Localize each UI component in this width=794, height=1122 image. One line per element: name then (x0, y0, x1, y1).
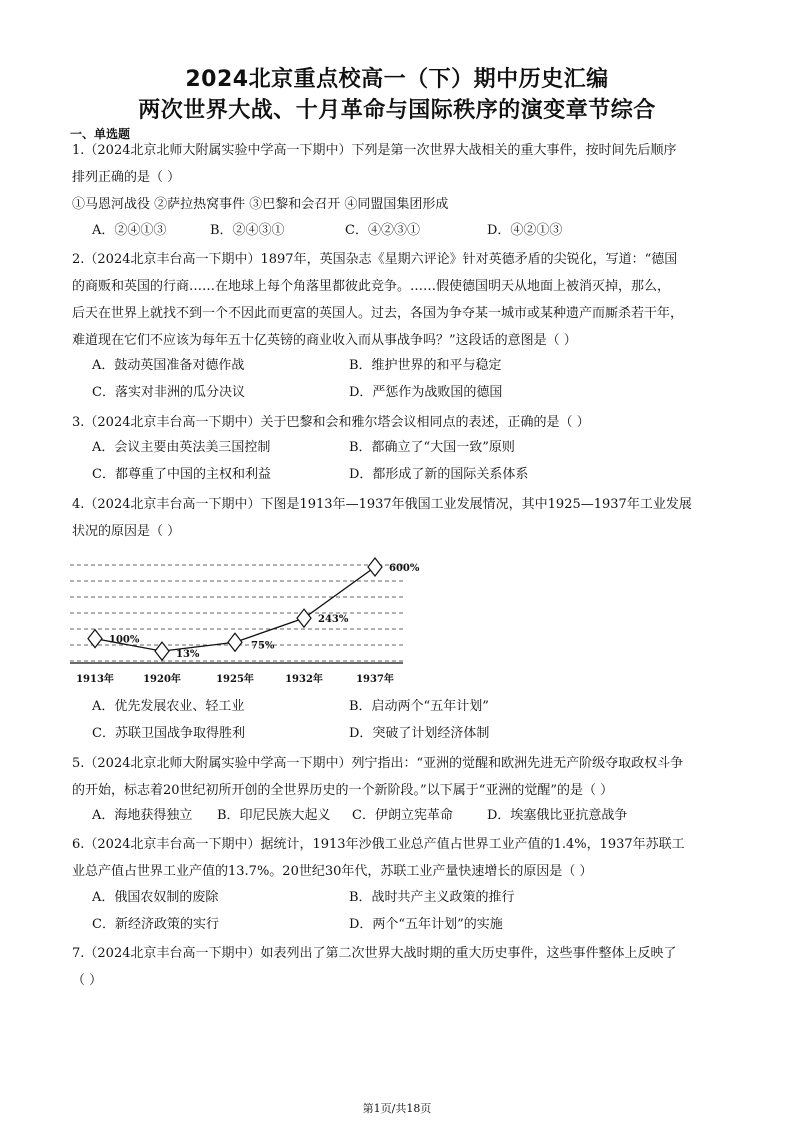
document-subtitle: 两次世界大战、十月革命与国际秩序的演变章节综合 (138, 98, 656, 123)
x-tick-label: 1925年 (216, 674, 254, 685)
question-5-line-1: 5.（2024北京北师大附属实验中学高一下期中）列宁指出：“亚洲的觉醒和欧洲先进无产阶级夺取政权斗争 (72, 756, 684, 771)
data-label: 13% (176, 649, 200, 661)
q4-option-d: D．突破了计划经济体制 (349, 726, 490, 741)
x-tick-label: 1937年 (356, 674, 394, 685)
data-label: 243% (318, 614, 349, 626)
question-7-line-1: 7.（2024北京丰台高一下期中）如表列出了第二次世界大战时期的重大历史事件，这些事件整体上反映了 (72, 946, 677, 961)
question-1-line-1: 1.（2024北京北师大附属实验中学高一下期中）下列是第一次世界大战相关的重大事件，按时间先后顺序 (72, 143, 677, 158)
q6-option-a: A．俄国农奴制的废除 (92, 890, 219, 905)
q3-option-d: D．都形成了新的国际关系体系 (349, 467, 529, 482)
x-tick-label: 1920年 (143, 674, 181, 685)
industry-line-chart (70, 547, 420, 687)
data-point-marker (368, 558, 382, 576)
q1-option-a: A．②④①③ (92, 223, 167, 238)
question-6-line-1: 6.（2024北京丰台高一下期中）据统计，1913年沙俄工业总产值占世界工业产值的1.4%，1937年苏联工 (72, 837, 685, 852)
question-4-line-1: 4.（2024北京丰台高一下期中）下图是1913年—1937年俄国工业发展情况，其中1925—1937年工业发展 (72, 497, 692, 512)
q3-option-b: B．都确立了“大国一致”原则 (349, 440, 515, 455)
q6-option-c: C．新经济政策的实行 (92, 917, 219, 932)
q2-option-a: A．鼓动英国准备对德作战 (92, 358, 245, 373)
document-title: 2024北京重点校高一（下）期中历史汇编 (185, 67, 609, 92)
question-6-line-2: 业总产值占世界工业产值的13.7%。20世纪30年代，苏联工业产量快速增长的原因是（ ） (72, 864, 593, 879)
q1-option-d: D．④②①③ (487, 223, 563, 238)
section-heading: 一、单选题 (70, 127, 131, 141)
x-tick-label: 1913年 (76, 674, 114, 685)
q1-option-b: B．②④③① (210, 223, 285, 238)
question-7-line-2: （ ） (72, 973, 103, 988)
q3-option-c: C．都尊重了中国的主权和利益 (92, 467, 271, 482)
q2-option-c: C．落实对非洲的瓜分决议 (92, 385, 245, 400)
question-2-line-4: 难道现在它们不应该为每年五十亿英镑的商业收入而从事战争吗？”这段话的意图是（ ） (72, 333, 577, 348)
question-3-line-1: 3.（2024北京丰台高一下期中）关于巴黎和会和雅尔塔会议相同点的表述，正确的是（ ） (72, 415, 590, 430)
question-1-items: ①马恩河战役 ②萨拉热窝事件 ③巴黎和会召开 ④同盟国集团形成 (72, 197, 449, 212)
q2-option-d: D．严惩作为战败国的德国 (349, 385, 503, 400)
q2-option-b: B．维护世界的和平与稳定 (349, 358, 502, 373)
data-point-marker (228, 633, 242, 651)
question-5-line-2: 的开始，标志着20世纪初所开创的全世界历史的一个新阶段。”以下属于“亚洲的觉醒”的是（ ） (72, 783, 614, 798)
q6-option-d: D．两个“五年计划”的实施 (349, 917, 503, 932)
question-2-line-3: 后天在世界上就找不到一个不因此而更富的英国人。过去，各国为争夺某一城市或某种遗产而厮杀若干年， (72, 306, 684, 321)
q5-option-b: B．印尼民族大起义 (217, 808, 331, 823)
data-label: 75% (251, 640, 275, 652)
q5-option-c: C．伊朗立宪革命 (352, 808, 453, 823)
x-tick-label: 1932年 (285, 674, 323, 685)
data-label: 100% (109, 634, 140, 646)
q5-option-a: A．海地获得独立 (92, 808, 193, 823)
data-point-marker (297, 609, 311, 627)
q1-option-c: C．④②③① (345, 223, 420, 238)
q4-option-c: C．苏联卫国战争取得胜利 (92, 726, 245, 741)
question-2-line-1: 2.（2024北京丰台高一下期中）1897年，英国杂志《星期六评论》针对英德矛盾的尖锐化，写道：“德国 (72, 252, 678, 267)
q4-option-b: B．启动两个“五年计划” (349, 699, 489, 714)
page-footer: 第1页/共18页 (362, 1102, 432, 1115)
question-1-line-2: 排列正确的是（ ） (72, 170, 181, 185)
data-label: 600% (389, 563, 420, 574)
q4-option-a: A．优先发展农业、轻工业 (92, 699, 245, 714)
q5-option-d: D．埃塞俄比亚抗意战争 (487, 808, 628, 823)
q3-option-a: A．会议主要由英法美三国控制 (92, 440, 271, 455)
question-4-line-2: 状况的原因是（ ） (72, 524, 181, 539)
q6-option-b: B．战时共产主义政策的推行 (349, 890, 515, 905)
question-2-line-2: 的商贩和英国的行商……在地球上每个角落里都彼此竞争。……假使德国明天从地面上被消灭掉，那么， (72, 279, 671, 294)
